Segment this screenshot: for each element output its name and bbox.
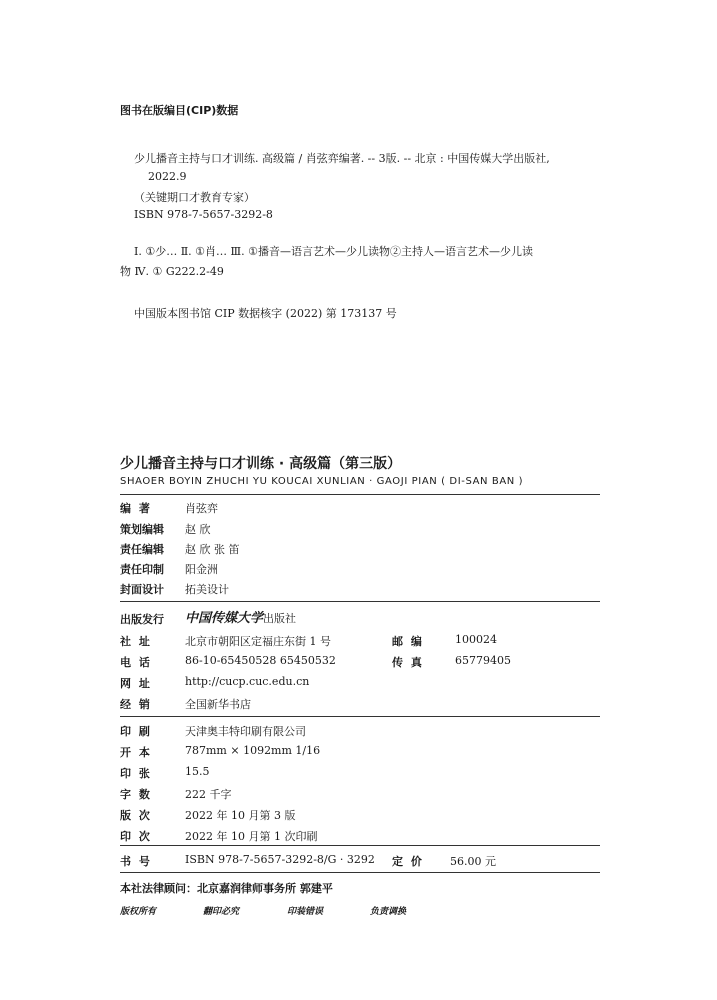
credit-value: 拓美设计: [185, 583, 229, 596]
publisher-suffix: 出版社: [263, 612, 297, 625]
publisher-label: 出版发行: [120, 613, 164, 626]
divider: [120, 845, 600, 846]
publisher-logo: 中国传媒大学: [185, 611, 264, 626]
print-value: 787mm × 1092mm 1/16: [185, 744, 321, 757]
credit-label: 封面设计: [120, 583, 164, 596]
distributor-value: 全国新华书店: [185, 698, 251, 711]
print-label: 印 刷: [120, 725, 152, 738]
print-value: 天津奥丰特印刷有限公司: [185, 725, 306, 738]
website-label: 网 址: [120, 677, 152, 690]
print-label: 开 本: [120, 746, 152, 759]
print-value: 2022 年 10 月第 3 版: [185, 809, 296, 822]
fax-label: 传 真: [392, 656, 424, 669]
fax-value: 65779405: [455, 654, 511, 667]
cip-heading: 图书在版编目(CIP)数据: [120, 104, 239, 117]
cip-number: 中国版本图书馆 CIP 数据核字 (2022) 第 173137 号: [134, 307, 397, 320]
publisher-name: [185, 607, 296, 626]
notice: 版权所有: [120, 907, 157, 917]
phone-label: 电 话: [120, 656, 152, 669]
credit-label: 策划编辑: [120, 523, 164, 536]
notice: 印装错误: [287, 907, 324, 917]
divider: [120, 872, 600, 873]
cip-line: 少儿播音主持与口才训练. 高级篇 / 肖弦弈编著. -- 3版. -- 北京 : 中国传媒大学出版社,: [134, 152, 550, 165]
divider: [120, 601, 600, 602]
cip-line: （关键期口才教育专家）: [134, 191, 255, 204]
address-label: 社 址: [120, 635, 152, 648]
divider: [120, 716, 600, 717]
postcode-label: 邮 编: [392, 635, 424, 648]
cip-line: Ⅰ. ①少… Ⅱ. ①肖… Ⅲ. ①播音—语言艺术—少儿读物②主持人—语言艺术—少儿读: [134, 245, 533, 258]
notice: 翻印必究: [203, 907, 240, 917]
print-value: 222 千字: [185, 788, 232, 801]
cip-line: ISBN 978-7-5657-3292-8: [134, 208, 273, 221]
print-label: 印 张: [120, 767, 152, 780]
isbn-value: ISBN 978-7-5657-3292-8/G · 3292: [185, 853, 375, 866]
address-value: 北京市朝阳区定福庄东街 1 号: [185, 635, 331, 648]
print-label: 字 数: [120, 788, 152, 801]
isbn-label: 书 号: [120, 855, 152, 868]
book-title-pinyin: SHAOER BOYIN ZHUCHI YU KOUCAI XUNLIAN · GAOJI PIAN ( DI-SAN BAN ): [120, 476, 524, 487]
print-label: 印 次: [120, 830, 152, 843]
credit-label: 责任印制: [120, 563, 164, 576]
divider: [120, 494, 600, 495]
credit-value: 阳金洲: [185, 563, 218, 576]
print-value: 2022 年 10 月第 1 次印刷: [185, 830, 318, 843]
cip-line: 2022.9: [148, 170, 187, 183]
credit-label: 编 著: [120, 502, 152, 515]
credit-value: 赵 欣 张 笛: [185, 543, 240, 556]
credit-label: 责任编辑: [120, 543, 164, 556]
credit-value: 肖弦弈: [185, 502, 218, 515]
postcode-value: 100024: [455, 633, 497, 646]
website-link[interactable]: http://cucp.cuc.edu.cn: [185, 675, 310, 688]
legal-counsel: 本社法律顾问：北京嘉润律师事务所 郭建平: [120, 882, 333, 895]
notice: 负责调换: [370, 907, 407, 917]
print-label: 版 次: [120, 809, 152, 822]
price-label: 定 价: [392, 855, 424, 868]
phone-value: 86-10-65450528 65450532: [185, 654, 336, 667]
book-title: 少儿播音主持与口才训练 · 高级篇（第三版）: [120, 456, 402, 472]
credit-value: 赵 欣: [185, 523, 211, 536]
distributor-label: 经 销: [120, 698, 152, 711]
print-value: 15.5: [185, 765, 210, 778]
cip-line: 物 Ⅳ. ① G222.2-49: [120, 265, 224, 278]
price-value: 56.00 元: [450, 855, 496, 868]
